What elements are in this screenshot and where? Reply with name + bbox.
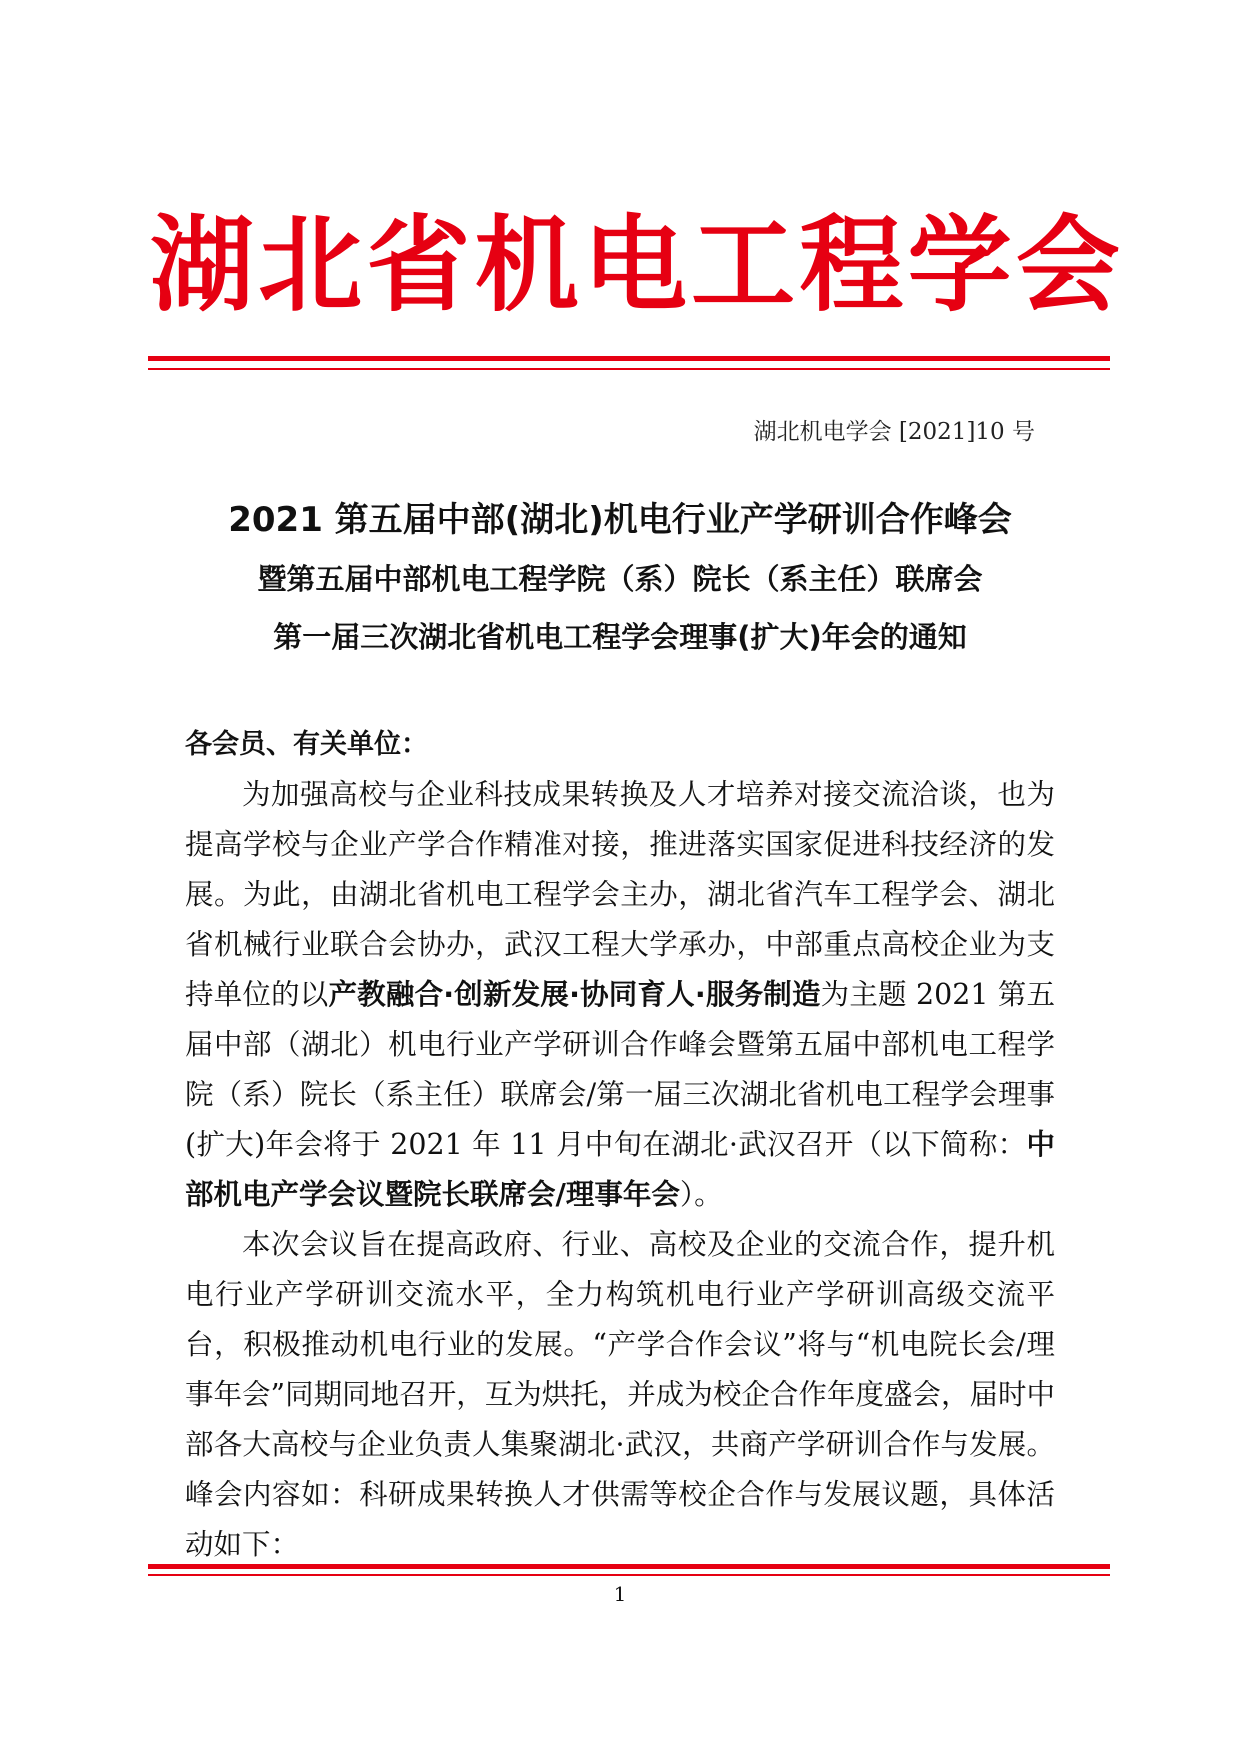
paragraph-1-text-c: ）。 — [679, 1178, 723, 1211]
title-char: 省 — [366, 204, 471, 326]
organization-title — [150, 205, 1120, 325]
title-char: 工 — [691, 204, 796, 326]
title-line-2: 暨第五届中部机电工程学院（系）院长（系主任）联席会 — [257, 562, 983, 596]
document-number: 湖北机电学会 [2021]10 号 — [753, 419, 1035, 445]
paragraph-1 — [185, 770, 1055, 1220]
title-char: 学 — [907, 204, 1012, 326]
title-char: 机 — [474, 204, 579, 326]
title-line-3: 第一届三次湖北省机电工程学会理事(扩大)年会的通知 — [273, 620, 967, 654]
paragraph-1-text-a: 为加强高校与企业科技成果转换及人才培养对接交流洽谈，也为提高学校与企业产学合作精准对接，推进落实国家促进科技经济的发展。为此，由湖北省机电工程学会主办，湖北省汽车工程学会、湖北省机械行业联合会协办，武汉工程大学承办，中部重点高校企业为支持单位的以 — [185, 778, 1055, 1011]
paragraph-1-text-b: 为主题 2021 第五届中部（湖北）机电行业产学研训合作峰会暨第五届中部机电工程学院（系）院长（系主任）联席会/第一届三次湖北省机电工程学会理事(扩大)年会将于 2021 年 11 月中旬在湖北·武汉召开（以下简称： — [185, 978, 1055, 1161]
footer-rule-thick — [148, 1564, 1110, 1569]
salutation: 各会员、有关单位： — [185, 729, 428, 760]
page-number: 1 — [613, 1582, 627, 1606]
conference-theme: 产教融合·创新发展·协同育人·服务制造 — [328, 978, 821, 1011]
title-char: 湖 — [150, 204, 255, 326]
header-rule-thick — [148, 356, 1110, 361]
title-char: 会 — [1015, 204, 1120, 326]
footer-rule-thin — [148, 1574, 1110, 1576]
paragraph-2: 本次会议旨在提高政府、行业、高校及企业的交流合作，提升机电行业产学研训交流水平，全力构筑机电行业产学研训高级交流平台，积极推动机电行业的发展。“产学合作会议”将与“机电院长会/理事年会”同期同地召开，互为烘托，并成为校企合作年度盛会，届时中部各大高校与企业负责人集聚湖北·武汉，共商产学研训合作与发展。峰会内容如：科研成果转换人才供需等校企合作与发展议题，具体活动如下： — [185, 1228, 1055, 1561]
title-char: 电 — [582, 204, 687, 326]
title-char: 程 — [799, 204, 904, 326]
notice-title — [0, 490, 1240, 666]
title-char: 北 — [258, 204, 363, 326]
conference-short-name: 中部机电产学会议暨院长联席会/理事年会 — [185, 1128, 1055, 1211]
header-rule-thin — [148, 368, 1110, 370]
title-line-1: 2021 第五届中部(湖北)机电行业产学研训合作峰会 — [228, 500, 1012, 540]
notice-body — [185, 720, 1055, 1570]
